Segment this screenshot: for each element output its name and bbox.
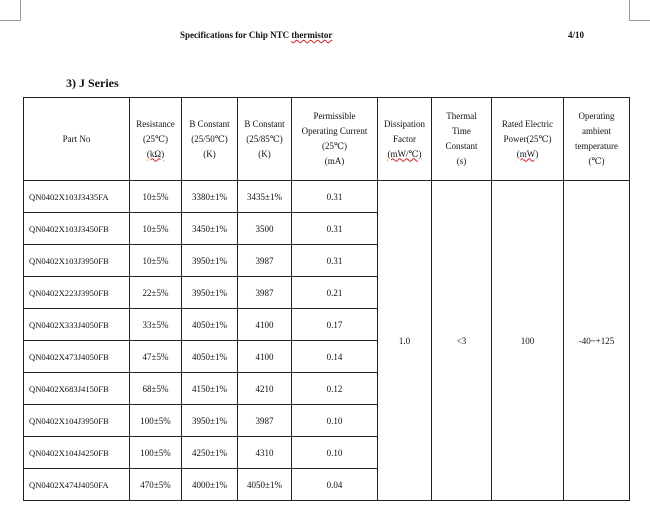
cell-resistance: 100±5% [130, 437, 182, 469]
cell-b-constant-50: 4000±1% [182, 469, 238, 501]
col-header-power: Rated Electric Power(25℃) (mW) [492, 98, 564, 181]
table-row [24, 181, 630, 213]
cell-power-merged: 100 [492, 181, 564, 501]
cell-resistance: 10±5% [130, 181, 182, 213]
cell-resistance: 470±5% [130, 469, 182, 501]
col-header-resistance: Resistance (25℃) (kΩ) [130, 98, 182, 181]
cell-part-no: QN0402X103J3950FB [24, 245, 130, 277]
cell-current: 0.31 [292, 245, 378, 277]
crop-mark-top-right [629, 0, 650, 21]
cell-dissipation-merged: 1.0 [378, 181, 432, 501]
cell-resistance: 22±5% [130, 277, 182, 309]
cell-b-constant-85: 4100 [238, 341, 292, 373]
page-header-title [180, 30, 332, 40]
cell-current: 0.31 [292, 213, 378, 245]
cell-part-no: QN0402X103J3435FA [24, 181, 130, 213]
col-header-current: Permissible Operating Current (25℃) (mA) [292, 98, 378, 181]
spec-table [23, 97, 630, 501]
cell-resistance: 47±5% [130, 341, 182, 373]
cell-resistance: 33±5% [130, 309, 182, 341]
cell-b-constant-50: 4050±1% [182, 341, 238, 373]
cell-b-constant-85: 4050±1% [238, 469, 292, 501]
section-title: 3) J Series [66, 76, 119, 90]
col-header-temperature: Operating ambient temperature (℃) [564, 98, 630, 181]
cell-resistance: 100±5% [130, 405, 182, 437]
cell-b-constant-50: 4050±1% [182, 309, 238, 341]
cell-b-constant-50: 4250±1% [182, 437, 238, 469]
cell-resistance: 68±5% [130, 373, 182, 405]
cell-current: 0.21 [292, 277, 378, 309]
cell-b-constant-85: 4310 [238, 437, 292, 469]
cell-part-no: QN0402X103J3450FB [24, 213, 130, 245]
cell-resistance: 10±5% [130, 245, 182, 277]
col-header-thermal: Thermal Time Constant (s) [432, 98, 492, 181]
cell-part-no: QN0402X683J4150FB [24, 373, 130, 405]
header-title-text: Specifications for Chip NTC [180, 30, 292, 40]
page-number: 4/10 [568, 30, 585, 40]
cell-thermal-merged: <3 [432, 181, 492, 501]
cell-part-no: QN0402X473J4050FB [24, 341, 130, 373]
table-header-row [24, 98, 630, 181]
crop-mark-top-left [0, 0, 21, 21]
cell-b-constant-50: 3950±1% [182, 405, 238, 437]
cell-current: 0.12 [292, 373, 378, 405]
header-title-keyword: thermistor [291, 30, 333, 40]
cell-b-constant-50: 3950±1% [182, 277, 238, 309]
cell-current: 0.17 [292, 309, 378, 341]
cell-current: 0.14 [292, 341, 378, 373]
cell-part-no: QN0402X223J3950FB [24, 277, 130, 309]
col-header-b-constant-50: B Constant (25/50℃) (K) [182, 98, 238, 181]
cell-part-no: QN0402X104J4250FB [24, 437, 130, 469]
col-header-b-constant-85: B Constant (25/85℃) (K) [238, 98, 292, 181]
cell-b-constant-85: 4100 [238, 309, 292, 341]
cell-b-constant-85: 3987 [238, 245, 292, 277]
cell-b-constant-50: 4150±1% [182, 373, 238, 405]
cell-b-constant-85: 3435±1% [238, 181, 292, 213]
cell-current: 0.10 [292, 405, 378, 437]
col-header-part-no: Part No [24, 98, 130, 181]
cell-b-constant-85: 3500 [238, 213, 292, 245]
cell-temperature-merged: -40~+125 [564, 181, 630, 501]
cell-current: 0.04 [292, 469, 378, 501]
col-header-dissipation: Dissipation Factor (mW/℃) [378, 98, 432, 181]
cell-current: 0.31 [292, 181, 378, 213]
cell-b-constant-50: 3380±1% [182, 181, 238, 213]
cell-b-constant-85: 4210 [238, 373, 292, 405]
cell-part-no: QN0402X333J4050FB [24, 309, 130, 341]
cell-b-constant-50: 3950±1% [182, 245, 238, 277]
cell-b-constant-50: 3450±1% [182, 213, 238, 245]
cell-part-no: QN0402X104J3950FB [24, 405, 130, 437]
cell-resistance: 10±5% [130, 213, 182, 245]
cell-b-constant-85: 3987 [238, 405, 292, 437]
cell-b-constant-85: 3987 [238, 277, 292, 309]
cell-part-no: QN0402X474J4050FA [24, 469, 130, 501]
cell-current: 0.10 [292, 437, 378, 469]
